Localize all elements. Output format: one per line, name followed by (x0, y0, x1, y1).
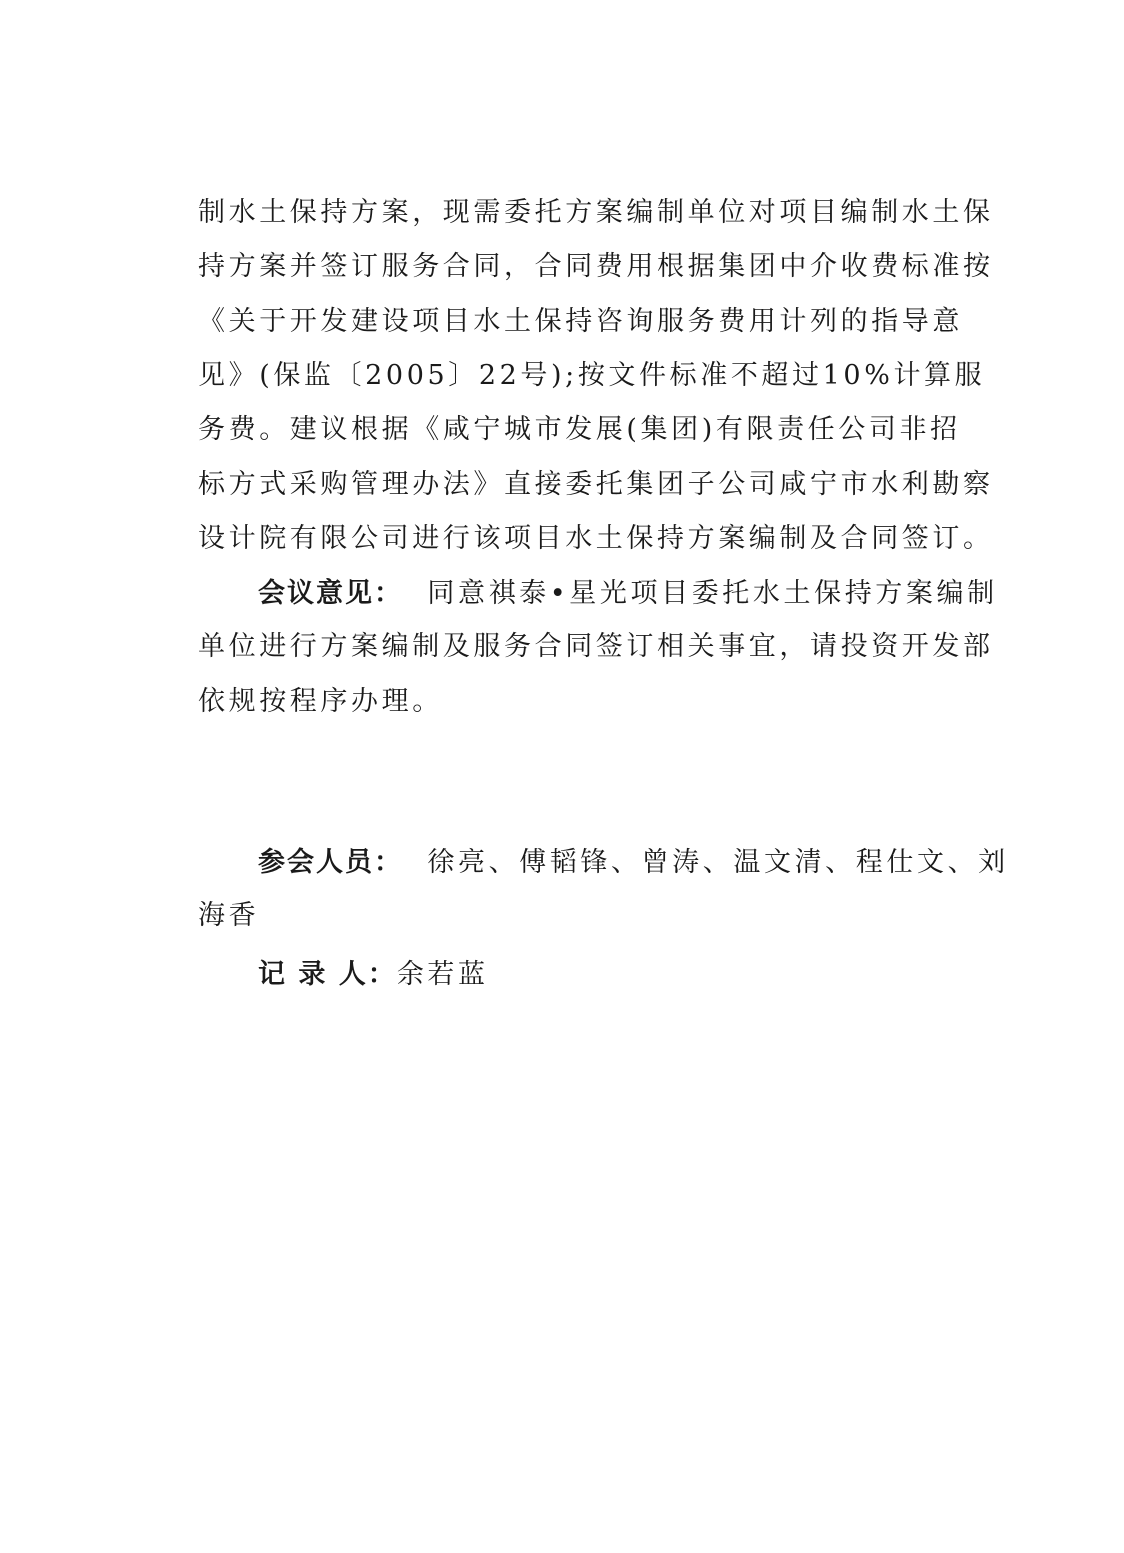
recorder-name: 余若蓝 (396, 959, 489, 990)
body-line: 持方案并签订服务合同，合同费用根据集团中介收费标准按 (198, 251, 994, 282)
body-line: 设计院有限公司进行该项目水土保持方案编制及合同签订。 (198, 523, 994, 554)
attendees-label: 参会人员： (258, 847, 403, 878)
body-line: 制水土保持方案，现需委托方案编制单位对项目编制水土保 (198, 197, 994, 228)
opinion-line: 单位进行方案编制及服务合同签订相关事宜，请投资开发部 (198, 631, 994, 662)
attendees-second-line: 海香 (198, 900, 260, 931)
recorder-line (258, 955, 918, 995)
body-line: 《关于开发建设项目水土保持咨询服务费用计列的指导意 (198, 306, 963, 337)
body-line: 见》(保监〔2005〕22号);按文件标准不超过10%计算服 (198, 360, 986, 391)
attendees-first-line (258, 843, 1009, 883)
body-line: 务费。建议根据《咸宁城市发展(集团)有限责任公司非招 (198, 414, 961, 445)
opinion-first-line (258, 574, 998, 614)
recorder-label: 记 录 人： (258, 959, 397, 990)
body-line: 标方式采购管理办法》直接委托集团子公司咸宁市水利勘察 (198, 469, 994, 500)
attendees-text: 徐亮、傅韬锋、曾涛、温文清、程仕文、刘 (403, 847, 1009, 878)
opinion-label: 会议意见： (258, 578, 403, 609)
opinion-text: 同意祺泰•星光项目委托水土保持方案编制 (403, 578, 998, 609)
opinion-line: 依规按程序办理。 (198, 686, 443, 717)
